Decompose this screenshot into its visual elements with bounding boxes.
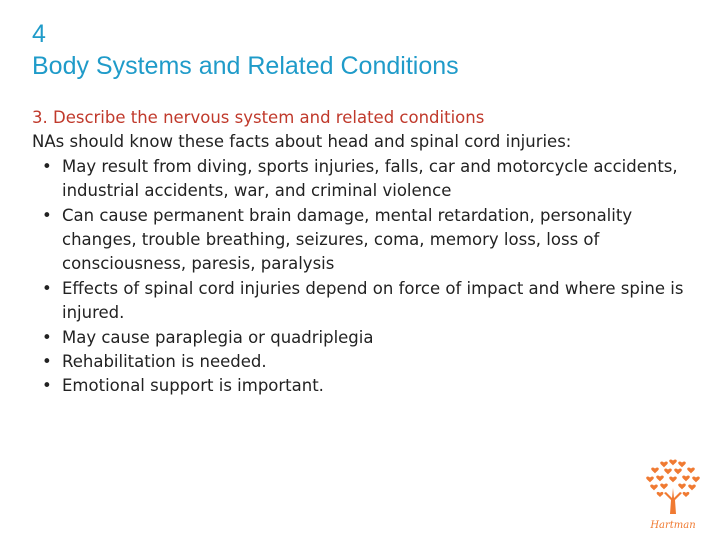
bullet-item: • Can cause permanent brain damage, mental retardation, personality changes, trouble breathing, seizures, coma, memory loss, loss of consciousness, paresis, paralysis	[32, 204, 697, 277]
bullet-item: • Emotional support is important.	[32, 374, 697, 398]
logo-text: Hartman	[650, 520, 696, 531]
hearts-tree-icon	[640, 456, 706, 536]
hartman-logo	[640, 456, 706, 536]
section-heading: 3. Describe the nervous system and related conditions	[32, 108, 485, 127]
bullet-item: • Effects of spinal cord injuries depend on force of impact and where spine is injured.	[32, 277, 697, 326]
intro-text: NAs should know these facts about head and spinal cord injuries:	[32, 132, 572, 152]
bullet-list	[32, 155, 697, 399]
bullet-item: • May cause paraplegia or quadriplegia	[32, 326, 697, 350]
slide-content	[32, 106, 697, 399]
chapter-title: Body Systems and Related Conditions	[32, 52, 459, 80]
bullet-item: • Rehabilitation is needed.	[32, 350, 697, 374]
chapter-number: 4	[32, 20, 46, 48]
slide-title	[32, 18, 692, 82]
bullet-item: • May result from diving, sports injuries, falls, car and motorcycle accidents, industrial accidents, war, and criminal violence	[32, 155, 697, 204]
